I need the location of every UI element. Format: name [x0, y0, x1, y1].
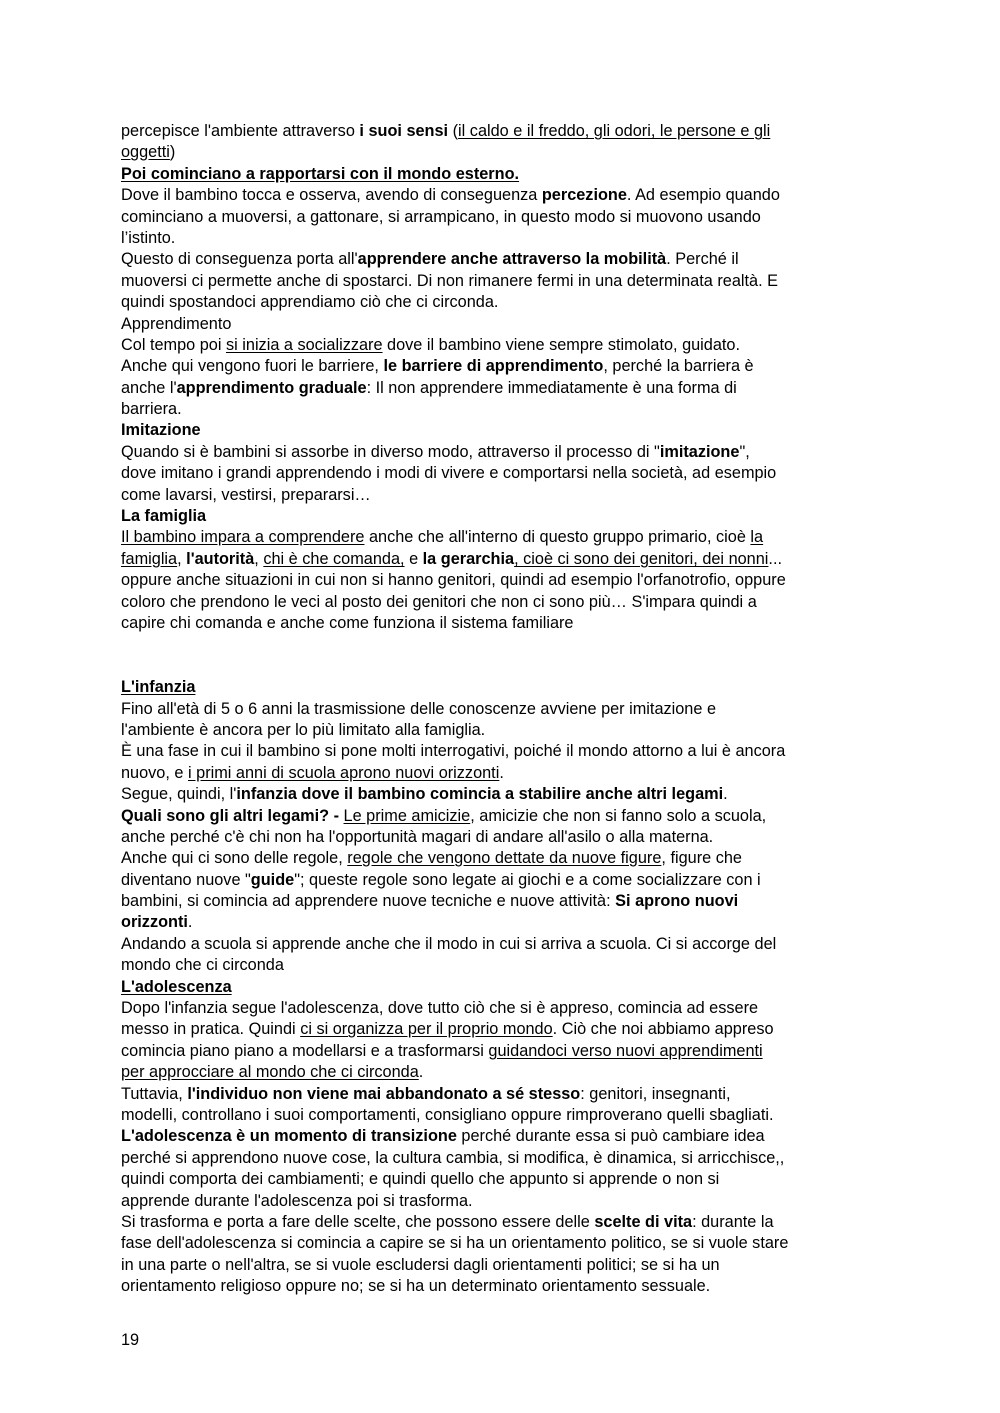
text-line	[121, 1019, 883, 1040]
text-line	[121, 271, 883, 292]
text-line	[121, 1041, 883, 1062]
text-segment: , figure che	[661, 849, 742, 868]
text-line	[121, 485, 883, 506]
text-line	[121, 314, 883, 335]
text-segment: per approcciare al mondo che ci circonda	[121, 1063, 419, 1082]
text-line	[121, 848, 883, 869]
text-segment: apprendimento graduale	[176, 378, 367, 397]
text-segment: anche l'	[121, 378, 177, 397]
text-line	[121, 506, 883, 527]
text-segment: guide	[250, 870, 295, 889]
text-line	[121, 1233, 883, 1254]
text-segment: infanzia dove il bambino comincia a stabilire anche altri legami	[236, 785, 724, 804]
text-segment: Quando si è bambini si assorbe in diverso modo, attraverso il processo di "	[121, 442, 660, 461]
text-segment: oggetti	[121, 143, 170, 162]
text-segment: cominciano a muoversi, a gattonare, si arrampicano, in questo modo si muovono usando	[121, 207, 761, 226]
text-segment: comincia piano piano a modellarsi e a trasformarsi	[121, 1041, 489, 1060]
text-segment: Dove il bambino tocca e osserva, avendo di conseguenza	[121, 186, 542, 205]
text-segment: nuovo, e	[121, 763, 188, 782]
text-segment: È una fase in cui il bambino si pone molti interrogativi, poiché il mondo attorno a lui è ancora	[121, 742, 786, 761]
text-segment: (	[448, 122, 459, 140]
text-segment: . Ad esempio quando	[626, 186, 780, 205]
text-segment: , amicizie che non si fanno solo a scuola,	[470, 806, 767, 825]
text-segment: la gerarchia	[422, 549, 515, 568]
text-segment: fase dell'adolescenza si comincia a capire se si ha un orientamento politico, se si vuole stare	[121, 1234, 789, 1253]
text-segment: modelli, controllano i suoi comportamenti, consigliano oppure rimproverano quelli sbagliati.	[121, 1105, 774, 1124]
text-segment: Col tempo poi	[121, 335, 226, 354]
text-line	[121, 463, 883, 484]
text-segment: .	[723, 785, 728, 804]
page-body-text	[121, 121, 883, 1298]
text-segment: , cioè ci sono dei genitori, dei nonni	[514, 549, 769, 568]
text-line	[121, 399, 883, 420]
text-segment: , perché la barriera è	[603, 357, 754, 376]
text-segment: diventano nuove "	[121, 870, 251, 889]
text-segment: guidandoci verso nuovi apprendimenti	[488, 1041, 763, 1060]
text-line	[121, 1169, 883, 1190]
text-segment: apprende durante l'adolescenza poi si trasforma.	[121, 1191, 473, 1210]
text-segment: ",	[739, 442, 750, 461]
text-segment: Segue, quindi, l'	[121, 785, 237, 804]
text-segment: capire chi comanda e anche come funziona il sistema familiare	[121, 613, 574, 632]
text-segment: .	[499, 763, 504, 782]
text-segment: i primi anni di scuola aprono nuovi orizzonti	[188, 763, 500, 782]
text-segment: mondo che ci circonda	[121, 956, 284, 975]
text-segment: L'infanzia	[121, 678, 196, 697]
text-line	[121, 335, 883, 356]
text-line	[121, 1212, 883, 1233]
text-segment: imitazione	[659, 442, 740, 461]
text-segment: oppure anche situazioni in cui non si hanno genitori, quindi ad esempio l'orfanotrofio, oppure	[121, 571, 786, 590]
text-line	[121, 720, 883, 741]
text-line	[121, 570, 883, 591]
text-line	[121, 356, 883, 377]
text-segment: : Il non apprendere immediatamente è una forma di	[366, 378, 737, 397]
text-line	[121, 378, 883, 399]
text-segment: .	[187, 913, 193, 932]
text-segment: il caldo e il freddo, gli odori, le persone e gli	[458, 122, 771, 140]
text-line	[121, 741, 883, 762]
text-line	[121, 613, 883, 634]
text-line	[121, 870, 883, 891]
text-line	[121, 527, 883, 548]
text-segment: le barriere di apprendimento	[383, 357, 604, 376]
text-line	[121, 1126, 883, 1147]
text-line	[121, 912, 883, 933]
text-segment: ,	[254, 549, 264, 568]
text-segment: percepisce l'ambiente attraverso	[121, 122, 360, 140]
text-segment: Imitazione	[121, 421, 201, 440]
text-line	[121, 827, 883, 848]
text-segment: Il bambino impara a comprendere	[121, 528, 365, 547]
text-line	[121, 442, 883, 463]
text-line	[121, 806, 883, 827]
text-segment: quindi spostandoci apprendiamo ciò che ci circonda.	[121, 293, 499, 312]
text-line	[121, 207, 883, 228]
text-segment: muoversi ci permette anche di spostarci. Di non rimanere fermi in una determinata realtà. E	[121, 271, 778, 290]
text-line	[121, 677, 883, 698]
text-segment: L'adolescenza è un momento di transizione	[121, 1127, 457, 1146]
text-segment: anche che all'interno di questo gruppo primario, cioè	[364, 528, 751, 547]
page-number: 19	[121, 1331, 140, 1349]
text-segment: L'adolescenza	[121, 977, 232, 996]
text-segment: l'autorità	[186, 549, 255, 568]
text-segment: si inizia a socializzare	[225, 335, 383, 354]
text-segment: : genitori, insegnanti,	[580, 1084, 731, 1103]
text-line	[121, 1276, 883, 1297]
text-segment: l'ambiente è ancora per lo più limitato alla famiglia.	[121, 720, 486, 739]
text-line	[121, 185, 883, 206]
text-segment: l’istinto.	[121, 228, 176, 247]
text-line	[121, 420, 883, 441]
text-segment: l'individuo non viene mai abbandonato a sé stesso	[187, 1084, 581, 1103]
text-line	[121, 292, 883, 313]
text-segment: Si trasforma e porta a fare delle scelte, che possono essere delle	[121, 1212, 595, 1231]
text-segment: Apprendimento	[121, 314, 232, 333]
text-line	[121, 1062, 883, 1083]
text-line	[121, 763, 883, 784]
text-segment: messo in pratica. Quindi	[121, 1020, 301, 1039]
text-line	[121, 1105, 883, 1126]
text-segment: .	[418, 1063, 424, 1082]
text-segment: bambini, si comincia ad apprendere nuove tecniche e nuove attività:	[121, 892, 616, 911]
text-segment: La famiglia	[121, 507, 207, 526]
text-segment: )	[169, 143, 176, 162]
text-segment: ...	[768, 549, 782, 568]
text-segment: come lavarsi, vestirsi, prepararsi…	[121, 485, 371, 504]
text-segment: barriera.	[121, 400, 182, 419]
text-segment: Poi cominciano a rapportarsi con il mondo esterno.	[121, 164, 520, 183]
text-segment: i suoi sensi	[359, 122, 449, 140]
text-line	[121, 699, 883, 720]
text-segment: . Ciò che noi abbiamo appreso	[552, 1020, 774, 1039]
text-segment: orizzonti	[121, 913, 188, 932]
paragraph-gap	[121, 634, 883, 677]
text-segment: Tuttavia,	[121, 1084, 188, 1103]
text-line	[121, 142, 883, 163]
text-segment: ci si organizza per il proprio mondo	[300, 1020, 553, 1039]
text-segment: Andando a scuola si apprende anche che il modo in cui si arriva a scuola. Ci si accorge del	[121, 934, 777, 953]
text-segment: in una parte o nell'altra, se si vuole escludersi dagli orientamenti politici; se si ha un	[121, 1255, 720, 1274]
text-segment: Quali sono gli altri legami? -	[121, 806, 344, 825]
text-segment: dove il bambino viene sempre stimolato, guidato.	[382, 335, 741, 354]
text-line	[121, 249, 883, 270]
text-line	[121, 228, 883, 249]
text-segment: coloro che prendono le veci al posto dei genitori che non ci sono più… S'impara quindi a	[121, 592, 757, 611]
text-line	[121, 1191, 883, 1212]
text-segment: Fino all'età di 5 o 6 anni la trasmissione delle conoscenze avviene per imitazione e	[121, 699, 716, 718]
text-segment: Anche qui ci sono delle regole,	[121, 849, 348, 868]
text-segment: la	[750, 528, 764, 547]
text-line	[121, 934, 883, 955]
text-segment: regole che vengono dettate da nuove figure	[347, 849, 662, 868]
text-segment: perché si apprendono nuove cose, la cultura cambia, si modifica, è dinamica, si arricchisce,,	[121, 1148, 785, 1167]
text-line	[121, 549, 883, 570]
text-segment: . Perché il	[666, 250, 739, 269]
text-segment: "; queste regole sono legate ai giochi e a come socializzare con i	[294, 870, 761, 889]
text-segment: Dopo l'infanzia segue l'adolescenza, dove tutto ciò che si è appreso, comincia ad essere	[121, 999, 759, 1018]
text-segment: Si aprono nuovi	[615, 892, 739, 911]
text-segment: percezione	[541, 186, 627, 205]
text-segment: Anche qui vengono fuori le barriere,	[121, 357, 384, 376]
text-segment: ,	[177, 549, 187, 568]
text-line	[121, 164, 883, 185]
text-segment: anche perché c'è chi non ha l'opportunità magari di andare all'asilo o alla materna.	[121, 827, 714, 846]
text-segment: famiglia	[121, 549, 178, 568]
text-line	[121, 784, 883, 805]
text-segment: e	[404, 549, 423, 568]
text-segment: Questo di conseguenza porta all'	[121, 250, 358, 269]
text-segment: dove imitano i grandi apprendendo i modi di vivere e comportarsi nella società, ad esempio	[121, 464, 777, 483]
text-segment: chi è che comanda,	[263, 549, 405, 568]
text-line	[121, 1255, 883, 1276]
text-segment: perché durante essa si può cambiare idea	[456, 1127, 765, 1146]
text-line	[121, 592, 883, 613]
text-segment: apprendere anche attraverso la mobilità	[357, 250, 667, 269]
text-line	[121, 1148, 883, 1169]
text-segment: orientamento religioso oppure no; se si ha un determinato orientamento sessuale.	[121, 1277, 711, 1296]
text-line	[121, 891, 883, 912]
text-segment: scelte di vita	[594, 1212, 693, 1231]
text-segment: : durante la	[692, 1212, 774, 1231]
text-line	[121, 998, 883, 1019]
text-line	[121, 955, 883, 976]
text-segment: Le prime amicizie	[343, 806, 471, 825]
text-line	[121, 977, 883, 998]
text-line	[121, 1084, 883, 1105]
text-line	[121, 121, 883, 142]
text-segment: quindi comporta dei cambiamenti; e quindi quello che appunto si apprende o non si	[121, 1170, 720, 1189]
